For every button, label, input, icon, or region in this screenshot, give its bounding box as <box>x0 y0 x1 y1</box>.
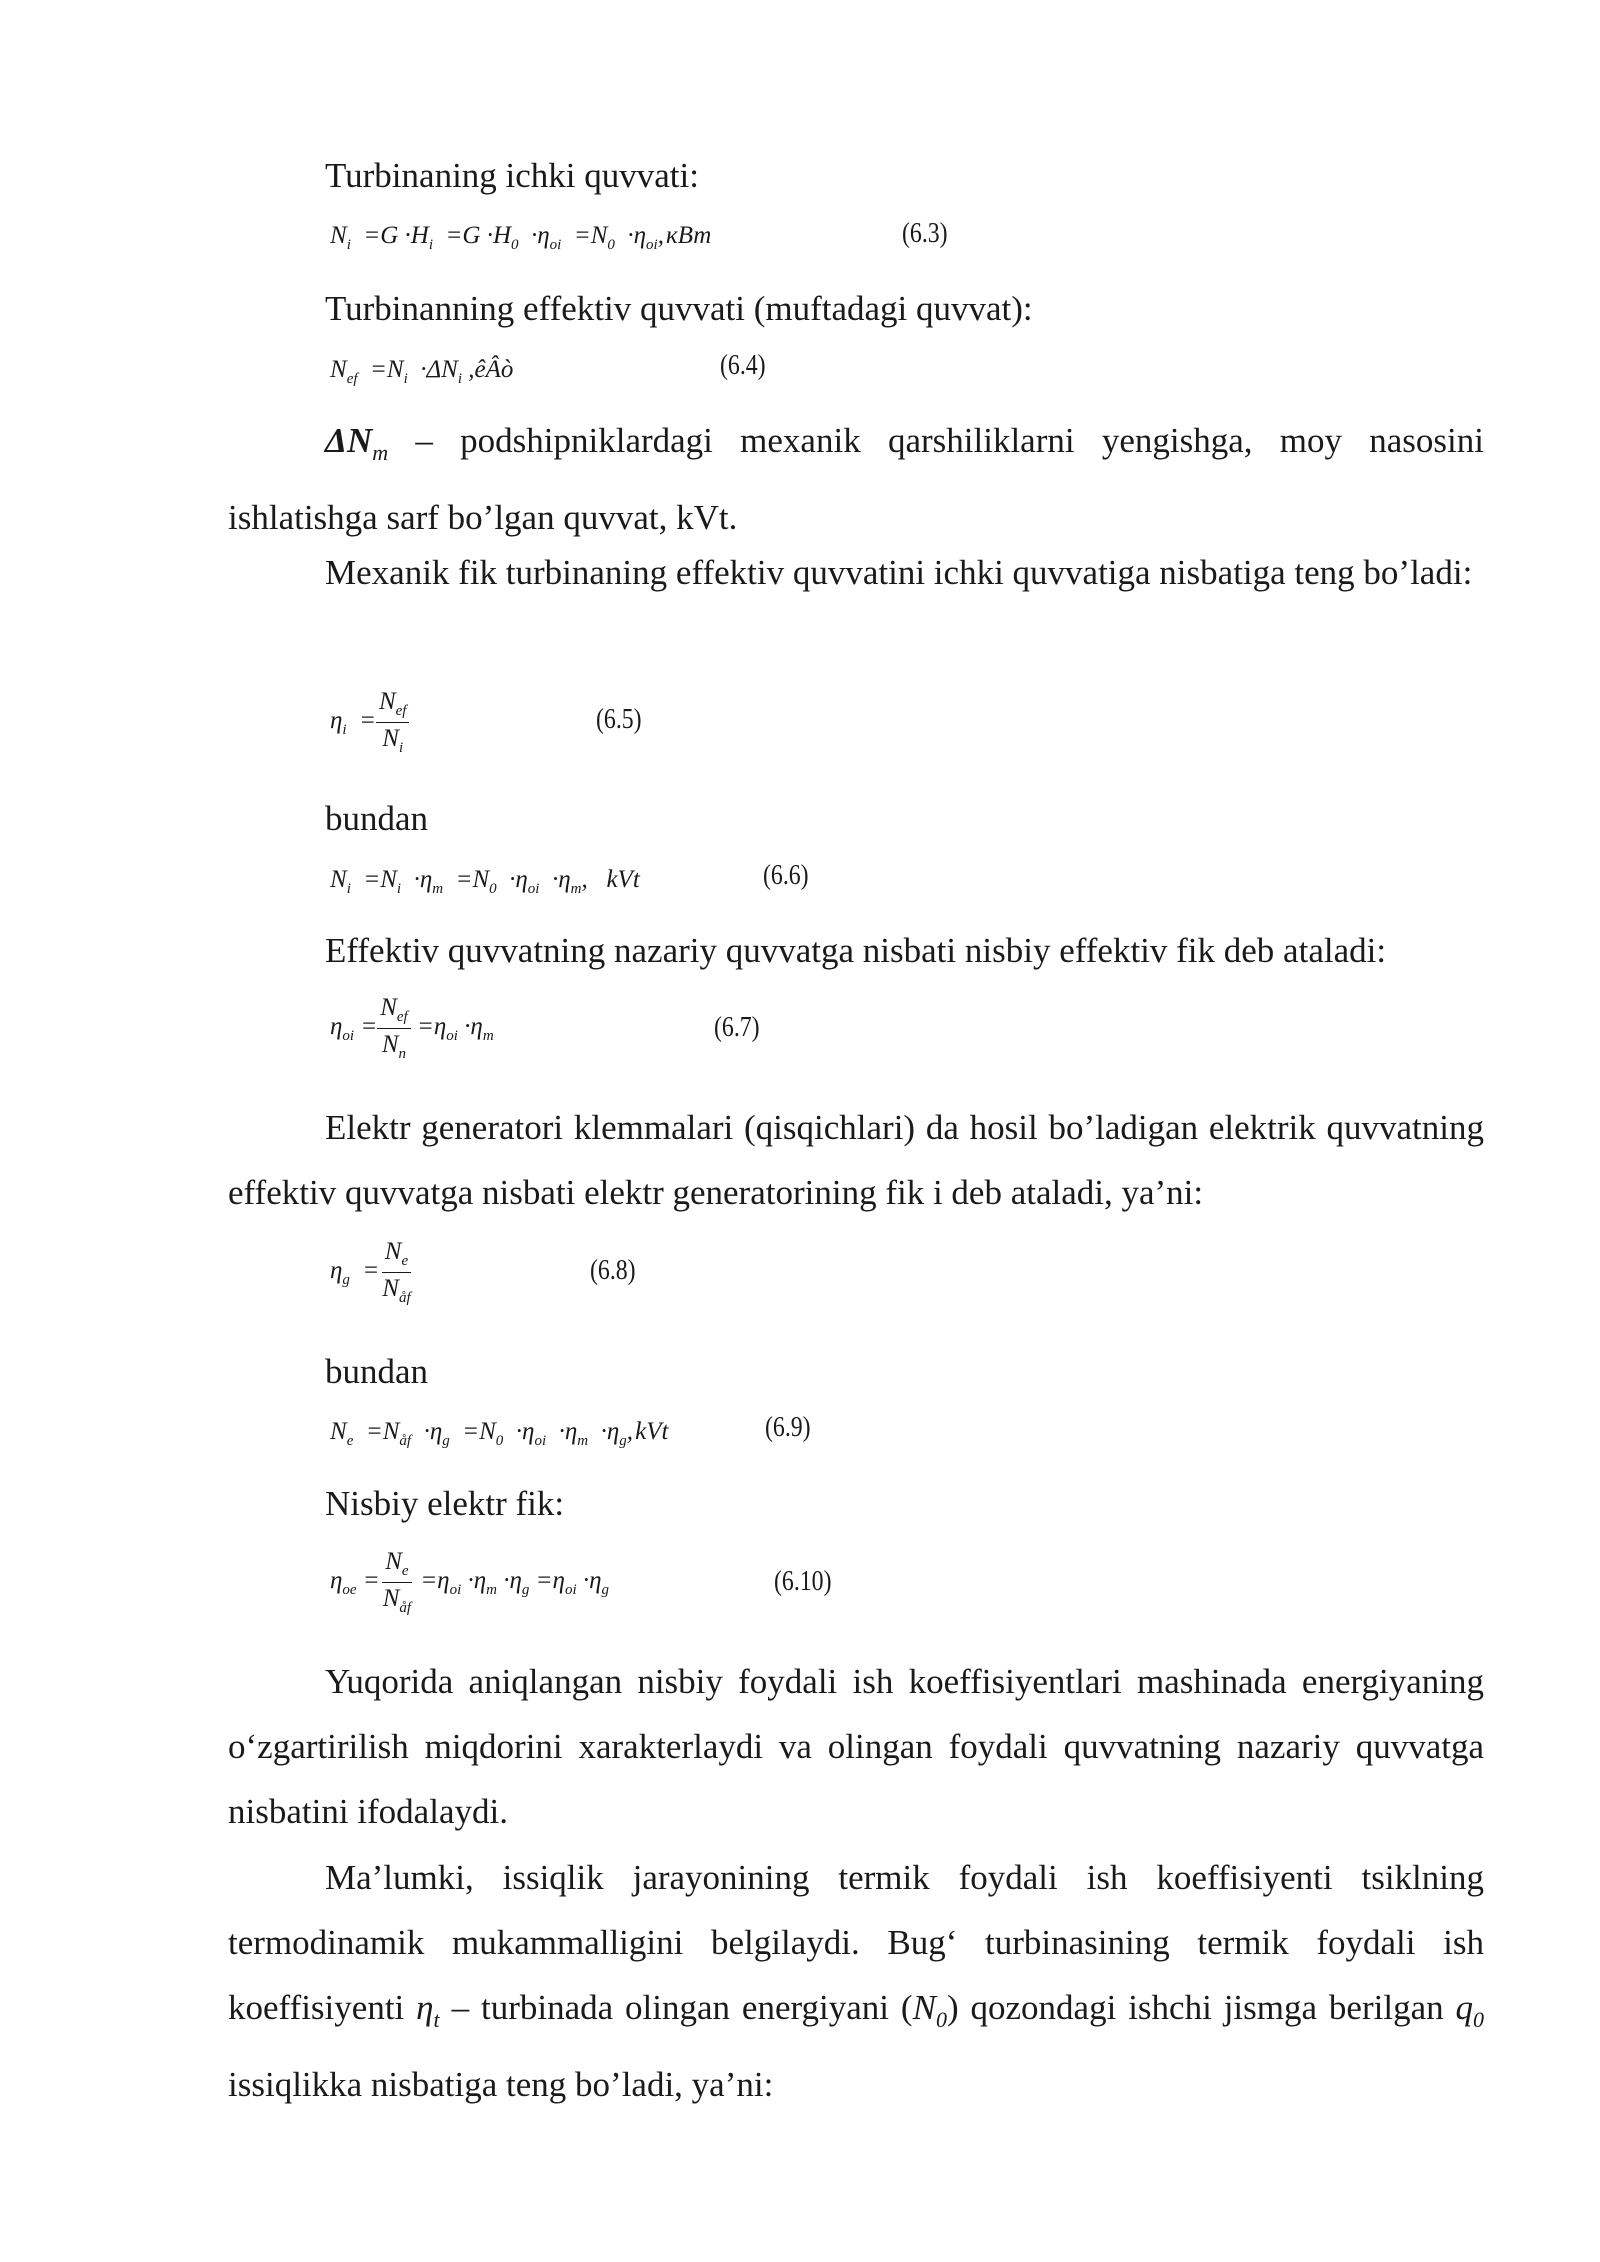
equation-6-7: $\eta_{oi}$ = $\frac{N_{ef}}{N_n}$ $=\eta_{oi} \cdot\eta_m$ <box>330 994 494 1062</box>
paragraph-generator: Elektr generatori klemmalari (qisqichlari) da hosil bo’ladigan elektrik quvvatning effektiv quvvatga nisbati elektr generatorining fik i deb ataladi, ya’ni: <box>228 1108 1484 1212</box>
paragraph-yuqorida: Yuqorida aniqlangan nisbiy foydali ish koeffisiyentlari mashinada energiyaning o‘zgartirilish miqdorini xarakterlaydi va olingan foydali quvvatning nazariy quvvatga nisbatini ifodalaydi. <box>228 1662 1484 1831</box>
n0-symbol: N <box>912 1988 936 2027</box>
equation-6-4: $N_{ef} =N_i \cdot\Delta N_i$ ,êÂò <box>330 356 514 387</box>
equation-6-8: $\eta_g$ = $\frac{N_e}{N_{åf}}$ <box>330 1238 411 1306</box>
bundan-label-2: bundan <box>325 1352 429 1391</box>
equation-number-6-3: (6.3) <box>902 218 948 249</box>
bundan-label-1: bundan <box>325 799 429 838</box>
heading-relative-electric: Nisbiy elektr fik: <box>325 1484 565 1523</box>
paragraph-delta-nm: $\Delta N_m$ – podshipniklardagi mexanik qarshiliklarni yengishga, moy nasosini ishlatishga sarf bo’lgan quvvat, kVt. <box>228 421 1484 537</box>
equation-number-6-7: (6.7) <box>714 1012 760 1043</box>
equation-number-6-8: (6.8) <box>590 1255 636 1286</box>
heading-effective-power: Turbinanning effektiv quvvati (muftadagi quvvat): <box>325 289 1033 328</box>
equation-6-3: $N_i =G \cdot H_i =G \cdot H_0 \cdot\eta_{oi} =N_0 \cdot\eta_{oi}$, кВт <box>330 222 712 253</box>
equation-6-5: $\eta_i$ = $\frac{N_{ef}}{N_i}$ <box>330 688 409 757</box>
equation-number-6-9: (6.9) <box>765 1412 811 1443</box>
heading-internal-power: Turbinaning ichki quvvati: <box>325 156 699 195</box>
eta-t-symbol: η <box>416 1988 434 2027</box>
equation-6-9: $N_e =N_{åf} \cdot\eta_g =N_0 \cdot\eta_{oi} \cdot\eta_m \cdot\eta_g$, kVt <box>330 1418 669 1449</box>
delta-nm-symbol: ΔN <box>325 421 373 460</box>
paragraph-malumki: Ma’lumki, issiqlik jarayonining termik foydali ish koeffisiyenti tsiklning termodinamik mukammalligini belgilaydi. Bug‘ turbinasining termik foydali ish koeffisiyenti $\eta_t$ – turbinada olingan energiyani $(N_0)$ qozondagi ishchi jismga berilgan $q_0$ issiqlikka nisbatiga teng bo’ladi, ya’ni: <box>228 1858 1485 2104</box>
paragraph-mechanical-efficiency: Mexanik fik turbinaning effektiv quvvatini ichki quvvatiga nisbatiga teng bo’ladi: <box>325 553 1473 592</box>
equation-number-6-5: (6.5) <box>596 704 642 735</box>
equation-6-6: $N_i =N_i \cdot\eta_m =N_0 \cdot\eta_{oi} \cdot\eta_m$, kVt <box>330 866 640 897</box>
equation-6-10: $\eta_{oe}$ = $\frac{N_e}{N_{åf}}$ $=\eta_{oi} \cdot\eta_m \cdot\eta_g =\eta_{oi} \cdot\eta_g$ <box>330 1548 610 1616</box>
paragraph-relative-efficiency: Effektiv quvvatning nazariy quvvatga nisbati nisbiy effektiv fik deb ataladi: <box>325 931 1387 970</box>
equation-number-6-4: (6.4) <box>720 350 766 381</box>
equation-number-6-10: (6.10) <box>774 1566 832 1597</box>
equation-number-6-6: (6.6) <box>763 860 809 891</box>
q0-symbol: q <box>1455 1988 1474 2027</box>
